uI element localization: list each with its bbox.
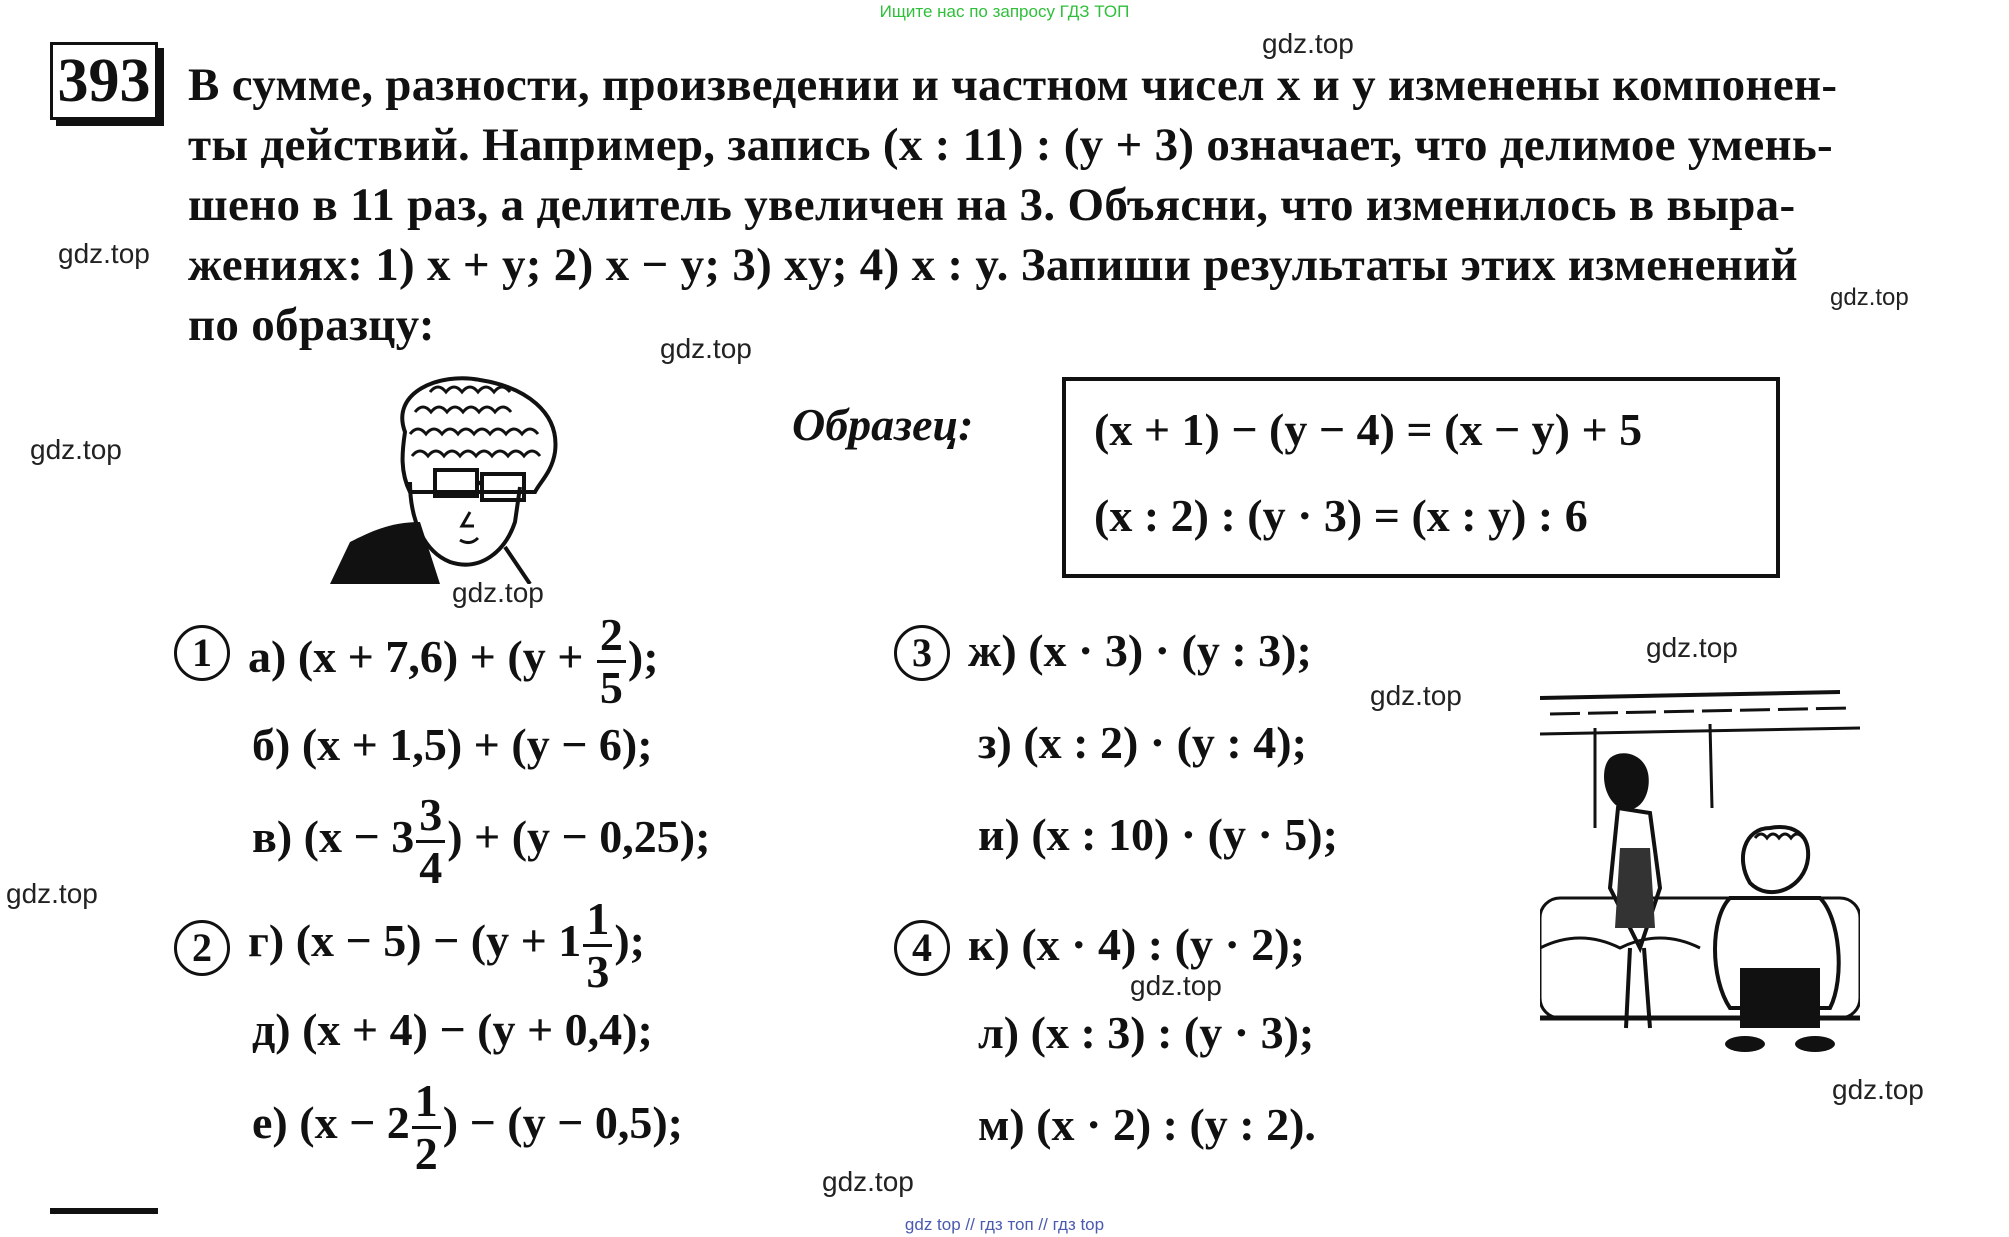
sample-equation: (x + 1) − (y − 4) = (x − y) + 5 xyxy=(1094,404,1643,455)
exercise-label: и) xyxy=(978,809,1020,860)
bus-illustration xyxy=(1540,688,1860,1070)
problem-number: 393 xyxy=(50,42,158,120)
problem-text-line: В сумме, разности, произведении и частном чисел x и y изменены компонен- xyxy=(188,59,1838,111)
top-note: Ищите нас по запросу ГДЗ ТОП xyxy=(879,2,1130,21)
fraction-denominator: 5 xyxy=(599,662,623,713)
exercise-label: з) xyxy=(978,717,1012,768)
fraction-denominator: 3 xyxy=(586,946,610,997)
expression-part: (x + 7,6) + (y + xyxy=(297,631,595,683)
expression-part: ); xyxy=(614,915,645,967)
expression-part: ) + (y − 0,25); xyxy=(447,811,711,863)
problem-text-line: жениях: 1) x + y; 2) x − y; 3) xy; 4) x : y. Запиши результаты этих изменений xyxy=(188,239,1798,291)
problem-text-line: ты действий. Например, запись (x : 11) : (y + 3) означает, что делимое умень- xyxy=(188,119,1833,171)
fraction-numerator: 2 xyxy=(597,612,626,663)
expression-part: (x − 5) − (y + 1 xyxy=(295,915,582,967)
exercise-label: ж) xyxy=(968,625,1017,676)
exercise-b xyxy=(252,718,653,771)
watermark: gdz.top xyxy=(30,434,122,465)
exercise-d xyxy=(252,1003,653,1056)
fraction-numerator: 3 xyxy=(416,792,445,843)
divider xyxy=(50,1208,158,1214)
expression: (x : 3) : (y · 3); xyxy=(1030,1007,1315,1058)
exercise-z xyxy=(978,716,1307,769)
exercise-label: м) xyxy=(978,1099,1025,1150)
sample-label: Образец: xyxy=(792,399,974,450)
exercise-label: в) xyxy=(252,811,293,863)
watermark: gdz.top xyxy=(822,1166,914,1197)
exercise-k xyxy=(968,918,1305,971)
expression-part: (x − 2 xyxy=(299,1097,410,1149)
exercise-i xyxy=(978,808,1338,861)
expression-part: ); xyxy=(627,631,659,683)
footer-note: gdz top // гдз топ // гдз top xyxy=(904,1215,1105,1234)
exercise-m xyxy=(978,1098,1316,1151)
expression: (x · 4) : (y · 2); xyxy=(1021,919,1305,970)
expression: (x + 4) − (y + 0,4); xyxy=(302,1004,653,1055)
expression-part: (x − 3 xyxy=(303,811,415,863)
exercise-g xyxy=(248,893,645,997)
exercise-label: б) xyxy=(252,719,291,770)
exercise-label: л) xyxy=(978,1007,1020,1058)
problem-text-line: шено в 11 раз, а делитель увеличен на 3. Объясни, что изменилось в выра- xyxy=(188,179,1796,231)
exercise-e xyxy=(252,1075,683,1179)
watermark: gdz.top xyxy=(1262,28,1354,59)
expression: (x : 2) · (y : 4); xyxy=(1023,717,1307,768)
exercise-zh xyxy=(968,624,1312,677)
watermark: gdz.top xyxy=(660,333,752,364)
watermark: gdz.top xyxy=(1370,680,1462,711)
expression: (x : 10) · (y · 5); xyxy=(1031,809,1338,860)
exercise-a xyxy=(248,609,659,713)
expression: (x + 1,5) + (y − 6); xyxy=(301,719,653,770)
exercise-v xyxy=(252,789,711,893)
group-marker: 1 xyxy=(174,625,230,681)
watermark: gdz.top xyxy=(6,878,98,909)
group-marker: 2 xyxy=(174,920,230,976)
watermark: gdz.top xyxy=(58,238,150,269)
fraction-denominator: 4 xyxy=(419,842,443,893)
watermark: gdz.top xyxy=(1646,632,1738,663)
sample-box xyxy=(1062,377,1780,578)
expression: (x · 3) · (y : 3); xyxy=(1028,625,1312,676)
fraction-numerator: 1 xyxy=(583,896,612,947)
problem-text-line: по образцу: xyxy=(188,299,435,351)
exercise-label: г) xyxy=(248,915,285,967)
exercise-label: д) xyxy=(252,1004,291,1055)
exercise-label: к) xyxy=(968,919,1010,970)
fraction-denominator: 2 xyxy=(414,1128,438,1179)
group-marker: 4 xyxy=(894,920,950,976)
boy-illustration xyxy=(330,372,580,584)
exercise-l xyxy=(978,1006,1314,1059)
expression-part: ) − (y − 0,5); xyxy=(442,1097,683,1149)
watermark: gdz.top xyxy=(1130,970,1222,1001)
watermark: gdz.top xyxy=(1832,1074,1924,1105)
fraction-numerator: 1 xyxy=(412,1078,441,1129)
watermark: gdz.top xyxy=(452,577,544,608)
group-marker: 3 xyxy=(894,625,950,681)
sample-equation: (x : 2) : (y · 3) = (x : y) : 6 xyxy=(1094,490,1588,541)
expression: (x · 2) : (y : 2). xyxy=(1036,1099,1316,1150)
exercise-label: е) xyxy=(252,1097,288,1149)
exercise-label: а) xyxy=(248,631,287,683)
watermark: gdz.top xyxy=(1830,284,1909,311)
